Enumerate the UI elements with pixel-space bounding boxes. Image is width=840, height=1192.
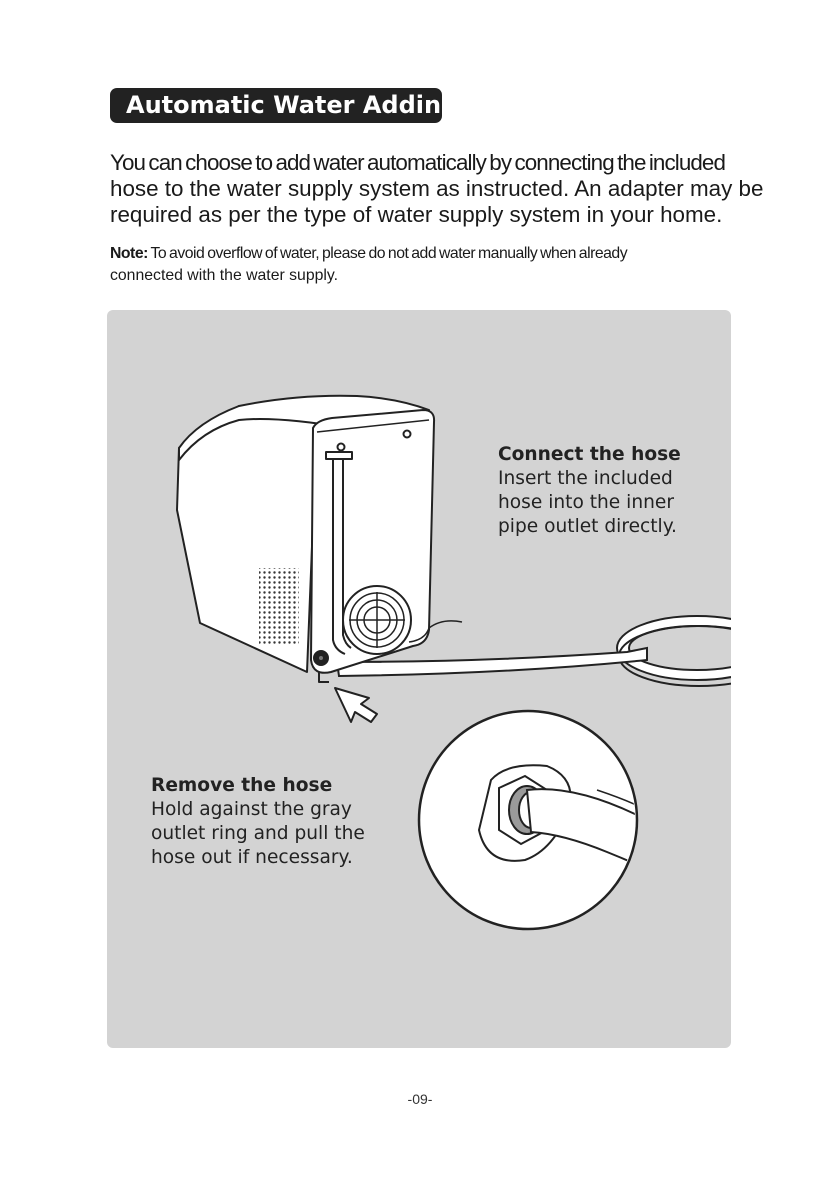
note-line-1: To avoid overflow of water, please do not add water manually when already — [150, 245, 628, 262]
insert-arrow — [335, 688, 377, 722]
note-paragraph — [110, 243, 735, 287]
note-label: Note: — [110, 245, 148, 262]
remove-hose-title: Remove the hose — [151, 775, 333, 796]
connect-hose-text: Insert the included hose into the inner pipe outlet directly. — [498, 468, 677, 537]
ice-maker-body — [177, 396, 462, 682]
illustration-panel — [107, 310, 731, 1048]
intro-line-3: required as per the type of water supply system in your home. — [110, 202, 723, 227]
connect-hose-callout — [498, 443, 698, 539]
connect-hose-title: Connect the hose — [498, 444, 681, 465]
section-title: Automatic Water Adding — [110, 88, 442, 123]
remove-hose-callout — [151, 774, 381, 870]
page-number: -09- — [407, 1091, 433, 1107]
intro-line-1: You can choose to add water automatically by connecting the included — [110, 150, 726, 175]
intro-paragraph — [110, 150, 764, 228]
intro-line-2: hose to the water supply system as instructed. An adapter may be — [110, 176, 764, 201]
side-vent — [259, 568, 299, 644]
detail-zoom-circle — [419, 711, 731, 929]
note-line-2: connected with the water supply. — [110, 267, 339, 284]
ice-maker-illustration — [107, 310, 731, 1048]
remove-hose-text: Hold against the gray outlet ring and pull the hose out if necessary. — [151, 799, 365, 868]
